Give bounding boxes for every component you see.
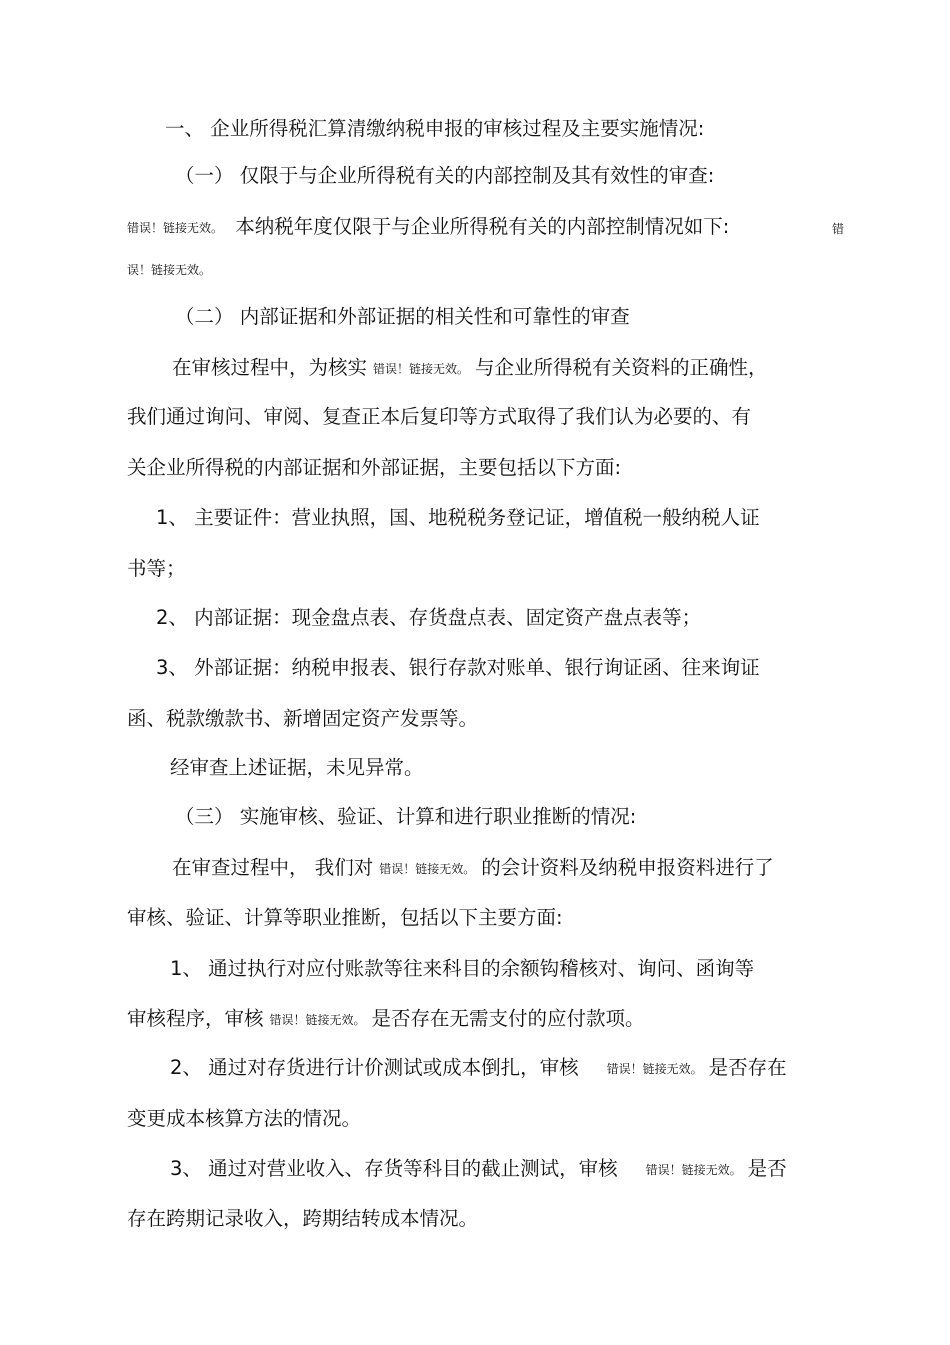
- list-item-3-continued: 函、税款缴款书、新增固定资产发票等。: [127, 707, 479, 730]
- paragraph-text: 的会计资料及纳税申报资料进行了: [481, 856, 774, 879]
- error-link-note: 错误！链接无效。: [645, 1163, 742, 1177]
- check-item-3: [170, 1157, 787, 1182]
- error-link-note: 误！链接无效。: [127, 263, 212, 277]
- paragraph-text: 3、 通过对营业收入、存货等科目的截止测试，审核: [170, 1157, 618, 1180]
- conclusion-text: 经审查上述证据，未见异常。: [170, 756, 424, 779]
- list-item-2: 2、 内部证据：现金盘点表、存货盘点表、固定资产盘点表等；: [156, 606, 702, 629]
- subsection-heading-1: （一） 仅限于与企业所得税有关的内部控制及其有效性的审查:: [175, 164, 715, 187]
- paragraph-line: [172, 356, 768, 381]
- section-heading-1: 一、 企业所得税汇算清缴纳税申报的审核过程及主要实施情况:: [165, 117, 705, 140]
- subsection-heading-2: （二） 内部证据和外部证据的相关性和可靠性的审查: [175, 305, 630, 328]
- paragraph-line: 我们通过询问、审阅、复查正本后复印等方式取得了我们认为必要的、有: [127, 405, 752, 428]
- error-link-note: 错误！链接无效。: [606, 1062, 703, 1076]
- paragraph-text: 本纳税年度仅限于与企业所得税有关的内部控制情况如下:: [235, 215, 730, 238]
- paragraph-text: 在审核过程中，为核实: [172, 356, 368, 379]
- paragraph-text: 审核程序，审核: [127, 1007, 264, 1030]
- paragraph-line: 关企业所得税的内部证据和外部证据，主要包括以下方面:: [127, 456, 622, 479]
- check-item-1-continued: [127, 1007, 645, 1032]
- error-link-note: 错: [832, 222, 845, 236]
- paragraph-text: 是否存在: [708, 1056, 787, 1079]
- check-item-2: [170, 1056, 787, 1081]
- error-link-note: 错误！链接无效。: [379, 862, 476, 876]
- paragraph-line: [172, 856, 774, 881]
- error-link-note: 错误！链接无效。: [269, 1013, 366, 1027]
- paragraph-text: 是否存在无需支付的应付款项。: [371, 1007, 645, 1030]
- check-item-2-continued: 变更成本核算方法的情况。: [127, 1107, 362, 1130]
- check-item-3-continued: 存在跨期记录收入，跨期结转成本情况。: [127, 1207, 479, 1230]
- paragraph-text: 2、 通过对存货进行计价测试或成本倒扎，审核: [170, 1056, 579, 1079]
- paragraph-internal-control: [127, 215, 729, 240]
- paragraph-line: 审核、验证、计算等职业推断，包括以下主要方面:: [127, 906, 563, 929]
- paragraph-text: 是否: [747, 1157, 787, 1180]
- paragraph-text: 与企业所得税有关资料的正确性，: [475, 356, 768, 379]
- subsection-heading-3: （三） 实施审核、验证、计算和进行职业推断的情况:: [175, 805, 637, 828]
- list-item-3: 3、 外部证据：纳税申报表、银行存款对账单、银行询证函、往来询证: [156, 656, 760, 679]
- error-link-note: 错误！链接无效。: [373, 362, 470, 376]
- paragraph-text: 在审查过程中， 我们对: [172, 856, 374, 879]
- list-item-1: 1、 主要证件：营业执照，国、地税税务登记证，增值税一般纳税人证: [156, 506, 760, 529]
- list-item-1-continued: 书等；: [127, 557, 186, 580]
- check-item-1: 1、 通过执行对应付账款等往来科目的余额钩稽核对、询问、函询等: [170, 957, 755, 980]
- error-link-note: 错误！链接无效。: [127, 221, 224, 235]
